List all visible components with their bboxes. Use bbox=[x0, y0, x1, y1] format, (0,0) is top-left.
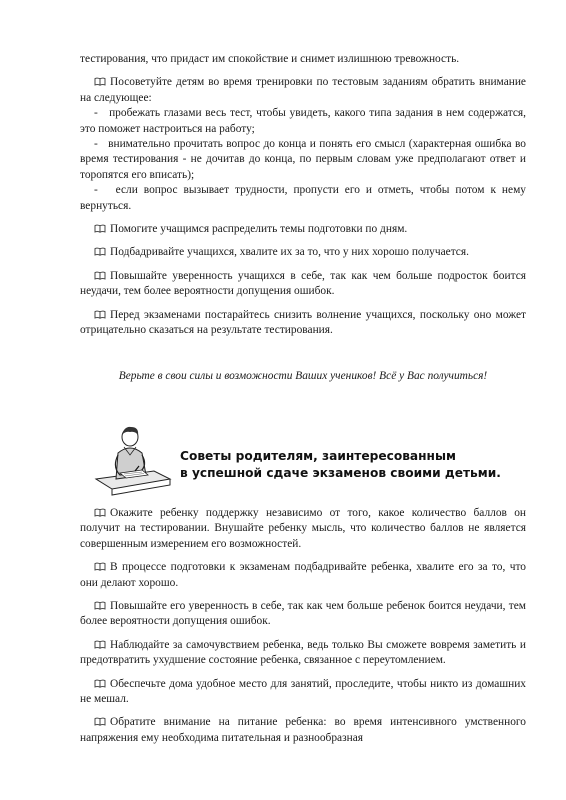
paragraph-advice: Обеспечьте дома удобное место для занятий, проследите, чтобы никто из домашних не мешал. bbox=[80, 677, 526, 706]
paragraph-advice: Посоветуйте детям во время тренировки по тестовым заданиям обратить внимание на следующее: bbox=[80, 76, 526, 104]
paragraph-continued: тестирования, что придаст им спокойствие и снимет излишнюю тревожность. bbox=[80, 53, 460, 65]
list-item: - внимательно прочитать вопрос до конца и понять его смысл (характерная ошибка во время тестирования - не дочитав до конца, по первым словам уже предполагают ответ и торопятся его вписать); bbox=[80, 138, 526, 181]
open-book-icon bbox=[94, 562, 106, 571]
open-book-icon bbox=[94, 508, 106, 517]
parents-section-header bbox=[80, 420, 526, 500]
paragraph-advice: Окажите ребенку поддержку независимо от того, какое количество баллов он получит на тестировании. Внушайте ребенку мысль, что количество баллов не является совершенным измерением его возможностей. bbox=[80, 507, 526, 550]
paragraph-advice: Помогите учащимся распределить темы подготовки по дням. bbox=[80, 222, 526, 237]
paragraph-advice: Повышайте его уверенность в себе, так как чем больше ребенок боится неудачи, тем более вероятности допущения ошибок. bbox=[80, 600, 526, 628]
paragraph-advice: Обратите внимание на питание ребенка: во время интенсивного умственного напряжения ему необходима питательная и разнообразная bbox=[80, 716, 526, 744]
list-item: - пробежать глазами весь тест, чтобы увидеть, какого типа задания в нем содержатся, это поможет настроиться на работу; bbox=[80, 107, 526, 135]
advice-for-teachers bbox=[80, 52, 526, 384]
advice-for-parents bbox=[80, 506, 526, 754]
closing-motto: Верьте в свои силы и возможности Ваших учеников! Всё у Вас получиться! bbox=[118, 369, 488, 382]
open-book-icon bbox=[94, 310, 106, 319]
paragraph-advice: Подбадривайте учащихся, хвалите их за то, что у них хорошо получается. bbox=[80, 245, 526, 260]
open-book-icon bbox=[94, 77, 106, 86]
boy-studying-illustration bbox=[94, 423, 172, 501]
paragraph-advice: В процессе подготовки к экзаменам подбадривайте ребенка, хвалите его за то, что они делают хорошо. bbox=[80, 561, 526, 589]
open-book-icon bbox=[94, 601, 106, 610]
open-book-icon bbox=[94, 247, 106, 256]
section-title: Советы родителям, заинтересованным в успешной сдаче экзаменов своими детьми. bbox=[180, 449, 501, 480]
open-book-icon bbox=[94, 717, 106, 726]
open-book-icon bbox=[94, 640, 106, 649]
open-book-icon bbox=[94, 271, 106, 280]
open-book-icon bbox=[94, 679, 106, 688]
paragraph-advice: Перед экзаменами постарайтесь снизить волнение учащихся, поскольку оно может отрицательно сказаться на результате тестирования. bbox=[80, 308, 526, 337]
paragraph-advice: Повышайте уверенность учащихся в себе, так как чем больше подросток боится неудачи, тем более вероятности допущения ошибок. bbox=[80, 269, 526, 298]
list-item: - если вопрос вызывает трудности, пропусти его и отметь, чтобы потом к нему вернуться. bbox=[80, 184, 526, 212]
open-book-icon bbox=[94, 224, 106, 233]
paragraph-advice: Наблюдайте за самочувствием ребенка, ведь только Вы сможете вовремя заметить и предотвратить ухудшение состояние ребенка, связанное с переутомлением. bbox=[80, 638, 526, 667]
